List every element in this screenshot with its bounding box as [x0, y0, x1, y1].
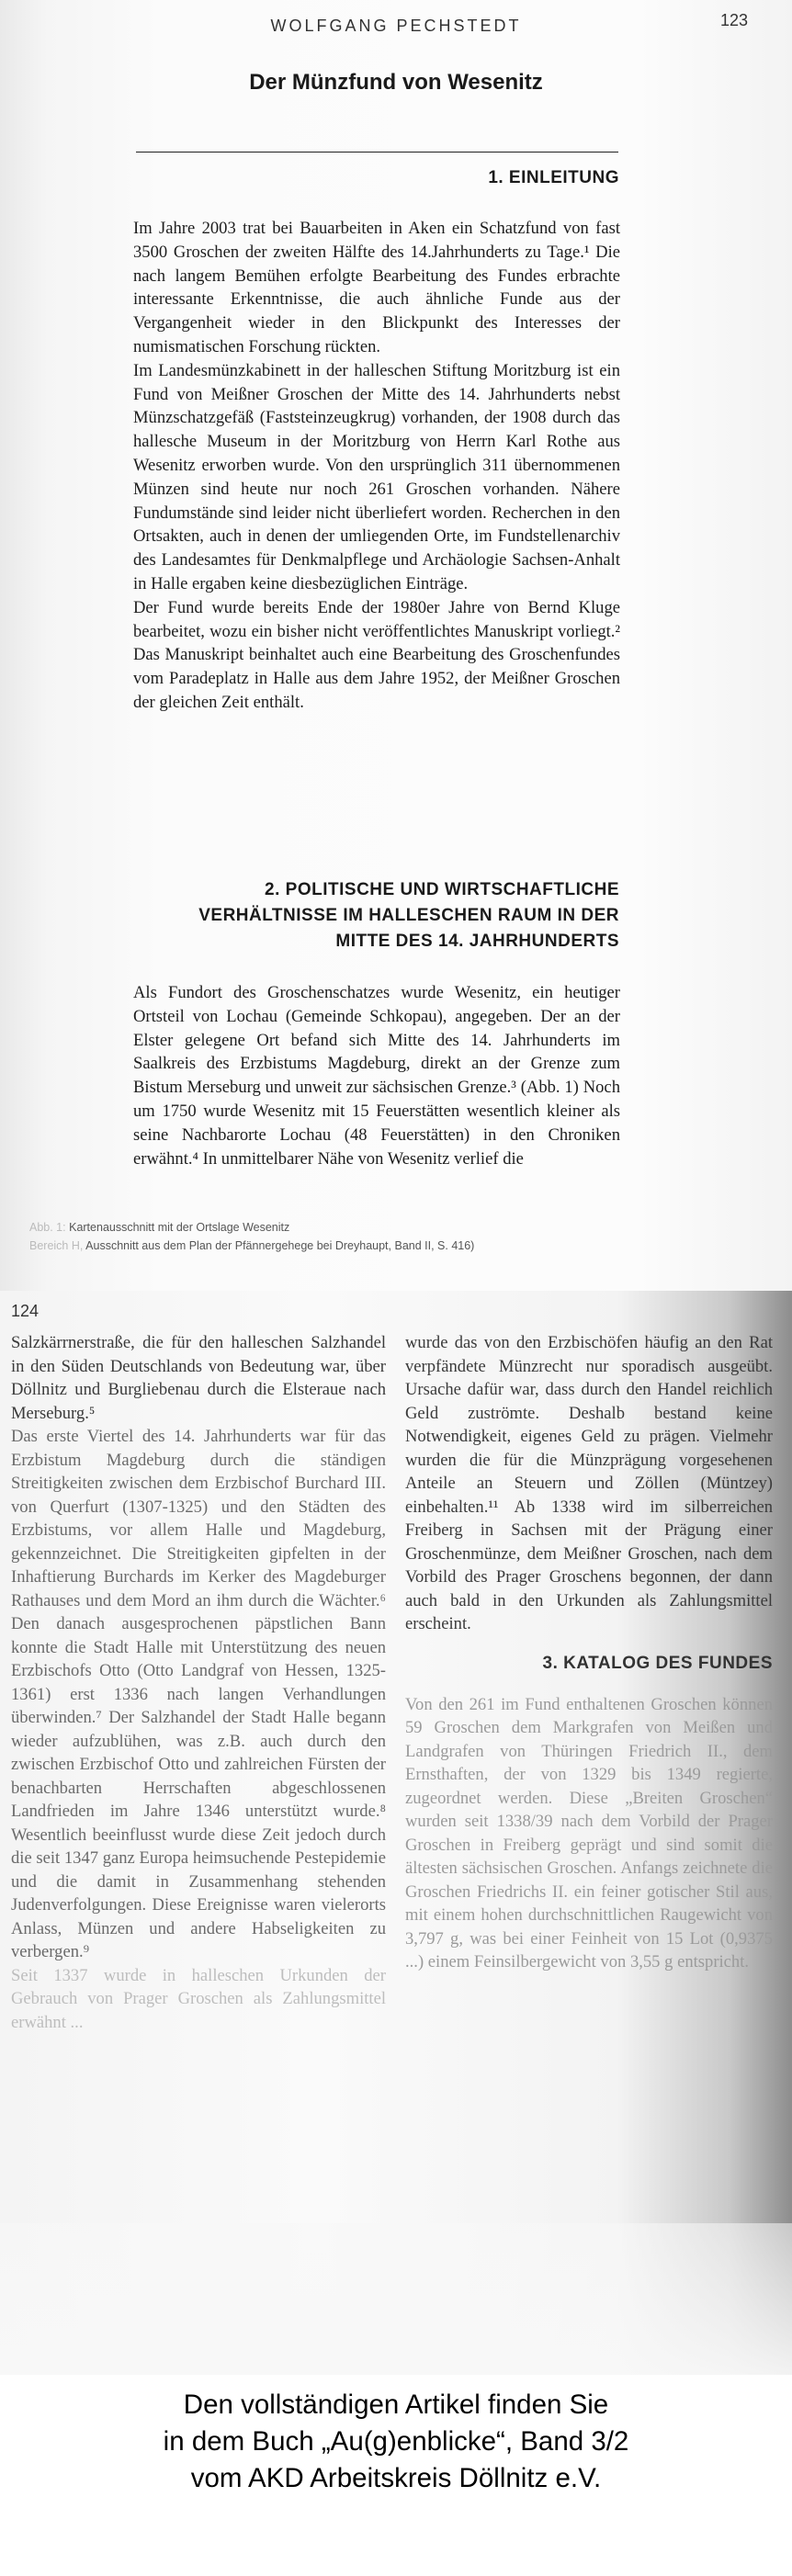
heading-line: VERHÄLTNISSE IM HALLESCHEN RAUM IN DER [198, 906, 619, 925]
footer-line: in dem Buch „Au(g)enblicke“, Band 3/2 [163, 2426, 629, 2457]
page-number: 123 [719, 11, 748, 29]
paragraph: Das erste Viertel des 14. Jahrhunderts war für das Erzbistum Magdeburg durch die ständigen Streitigkeiten zwischen dem Erzbischof Burchard III. von Querfurt (1307-1325) und den Städten des Erzbistums, vor allem Halle und Magdeburg, gekennzeichnet. Die Streitigkeiten gipfelten in der Inhaftierung Burchards im Kerker des Magdeburger Rathauses und dem Mord an ihm durch die Wächter.⁶ Den danach ausgesprochenen päpstlichen Bann konnte die Stadt Halle mit Unterstützung des neuen Erzbischofs Otto (Otto Landgraf von Hessen, 1325-1361) erst 1336 nach langen Verhandlungen überwinden.⁷ Der Salzhandel der Stadt Halle begann wieder aufzublühen, was z.B. auch durch den zwischen Erzbischof Otto und zahlreichen Fürsten der benachbarten Herrschaften abgeschlossenen Landfrieden im Jahre 1346 unterstützt wurde.⁸ Wesentlich beeinflusst wurde diese Zeit jedoch durch die seit 1347 ganz Europa heimsuchende Pestepidemie und die damit in Zusammenhang stehenden Judenverfolgungen. Diese Ereignisse waren vielerorts Anlass, Münzen und andere Habseligkeiten zu verbergen.⁹ [11, 1427, 386, 1961]
paragraph: Von den 261 im Fund enthaltenen Groschen können 59 Groschen dem Markgrafen von Meißen und Landgrafen von Thüringen Friedrich II., dem Ernsthaften, der von 1329 bis 1349 regierte, zugeordnet werden. Diese „Breiten Groschen“ wurden seit 1338/39 nach dem Vorbild der Prager Groschen in Freiberg geprägt und sind somit die ältesten sächsischen Groschen. Anfangs zeichnete die Groschen Friedrichs II. ein feiner gotischer Stil aus, mit einem hohen durchschnittlichen Raugewicht von 3,797 g, was bei einer Feinheit von 15 Lot (0,9375 ...) einem Feinsilbergewicht von 3,55 g entspricht. [405, 1694, 773, 1972]
page-124 [0, 1291, 792, 2375]
section-politische-body [133, 981, 620, 1170]
running-head: WOLFGANG PECHSTEDT [270, 17, 522, 35]
section-heading-katalog: 3. KATALOG DES FUNDES [542, 1654, 773, 1673]
caption-text: Kartenausschnitt mit der Ortslage Wesenitz [69, 1221, 290, 1234]
caption-text: Ausschnitt aus dem Plan der Pfännergehege bei Dreyhaupt, Band II, S. 416) [85, 1239, 475, 1252]
section-heading-politische-verhaeltnisse [198, 877, 619, 955]
right-column [405, 1331, 773, 1974]
article-title: Der Münzfund von Wesenitz [249, 70, 543, 95]
left-column [11, 1331, 386, 2034]
footer-line: vom AKD Arbeitskreis Döllnitz e.V. [190, 2463, 602, 2493]
heading-line: MITTE DES 14. JAHRHUNDERTS [335, 932, 619, 951]
paragraph: wurde das von den Erzbischöfen häufig an den Rat verpfändete Münzrecht nur sporadisch ausgeübt. Ursache dafür war, dass durch den Handel reichlich Geld zuströmte. Deshalb bestand keine Notwendigkeit, eigenes Geld zu prägen. Vielmehr wurden die für die Münzprägung vorgesehenen Anteile an Steuern und Zöllen (Müntzey) einbehalten.¹¹ Ab 1338 wird im silberreichen Freiberg in Sachsen mit der Prägung einer Groschenmünze, dem Meißner Groschen, nach dem Vorbild des Prager Groschens begonnen, der dann auch bald in den Urkunden als Zahlungsmittel erscheint. [405, 1333, 773, 1633]
caption-label: Bereich H, [29, 1239, 84, 1252]
footer-notice [0, 2387, 792, 2497]
paragraph: Im Jahre 2003 trat bei Bauarbeiten in Aken ein Schatzfund von fast 3500 Groschen der zweiten Hälfte des 14.Jahrhunderts zu Tage.¹ Die nach langem Bemühen erfolgte Bearbeitung des Fundes erbrachte interessante Erkenntnisse, die auch ähnliche Funde aus der Vergangenheit wieder in den Blickpunkt des Interesses der numismatischen Forschung rückten. [133, 219, 620, 356]
heading-line: 2. POLITISCHE UND WIRTSCHAFTLICHE [265, 880, 619, 899]
paragraph: Salzkärrnerstraße, die für den halleschen Salzhandel in den Süden Deutschlands von Bedeutung war, über Döllnitz und Burgliebenau durch die Elsteraue nach Merseburg.⁵ [11, 1333, 386, 1423]
paragraph: Seit 1337 wurde in halleschen Urkunden der Gebrauch von Prager Groschen als Zahlungsmittel erwähnt ... [11, 1965, 386, 2032]
section-einleitung-body [133, 217, 620, 715]
caption-label: Abb. 1: [29, 1221, 66, 1234]
section-heading-einleitung: 1. EINLEITUNG [488, 168, 619, 187]
title-divider [136, 152, 618, 153]
page-number: 124 [11, 1302, 40, 1320]
footer-line: Den vollständigen Artikel finden Sie [183, 2390, 609, 2420]
paragraph: Als Fundort des Groschenschatzes wurde Wesenitz, ein heutiger Ortsteil von Lochau (Gemeinde Schkopau), angegeben. Der an der Elster gelegene Ort befand sich Mitte des 14. Jahrhunderts im Saalkreis des Erzbistums Magdeburg, direkt an der Grenze zum Bistum Merseburg und unweit zur sächsischen Grenze.³ (Abb. 1) Noch um 1750 wurde Wesenitz mit 15 Feuerstätten wesentlich kleiner als seine Nachbarorte Lochau (48 Feuerstätten) in den Chroniken erwähnt.⁴ In unmittelbarer Nähe von Wesenitz verlief die [133, 983, 620, 1169]
paragraph: Im Landesmünzkabinett in der halleschen Stiftung Moritzburg ist ein Fund von Meißner Groschen der Mitte des 14. Jahrhunderts nebst Münzschatzgefäß (Faststeinzeugkrug) vorhanden, der 1908 durch das hallesche Museum in der Moritzburg von Herrn Karl Rothe aus Wesenitz erworben wurde. Von den ursprünglich 311 übernommenen Münzen sind heute nur noch 261 Groschen vorhanden. Nähere Fundumstände sind leider nicht überliefert worden. Recherchen in den Ortsakten, auch in denen der umliegenden Orte, im Fundstellenarchiv des Landesamtes für Denkmalpflege und Archäologie Sachsen-Anhalt in Halle ergaben keine diesbezüglichen Einträge. [133, 360, 620, 593]
paragraph: Der Fund wurde bereits Ende der 1980er Jahre von Bernd Kluge bearbeitet, wozu ein bisher nicht veröffentlichtes Manuskript vorliegt.² Das Manuskript beinhaltet auch eine Bearbeitung des Groschenfundes vom Paradeplatz in Halle aus dem Jahre 1952, der Meißner Groschen der gleichen Zeit enthält. [133, 597, 620, 712]
figure-caption [29, 1218, 474, 1255]
blur-overlay [0, 2223, 792, 2375]
